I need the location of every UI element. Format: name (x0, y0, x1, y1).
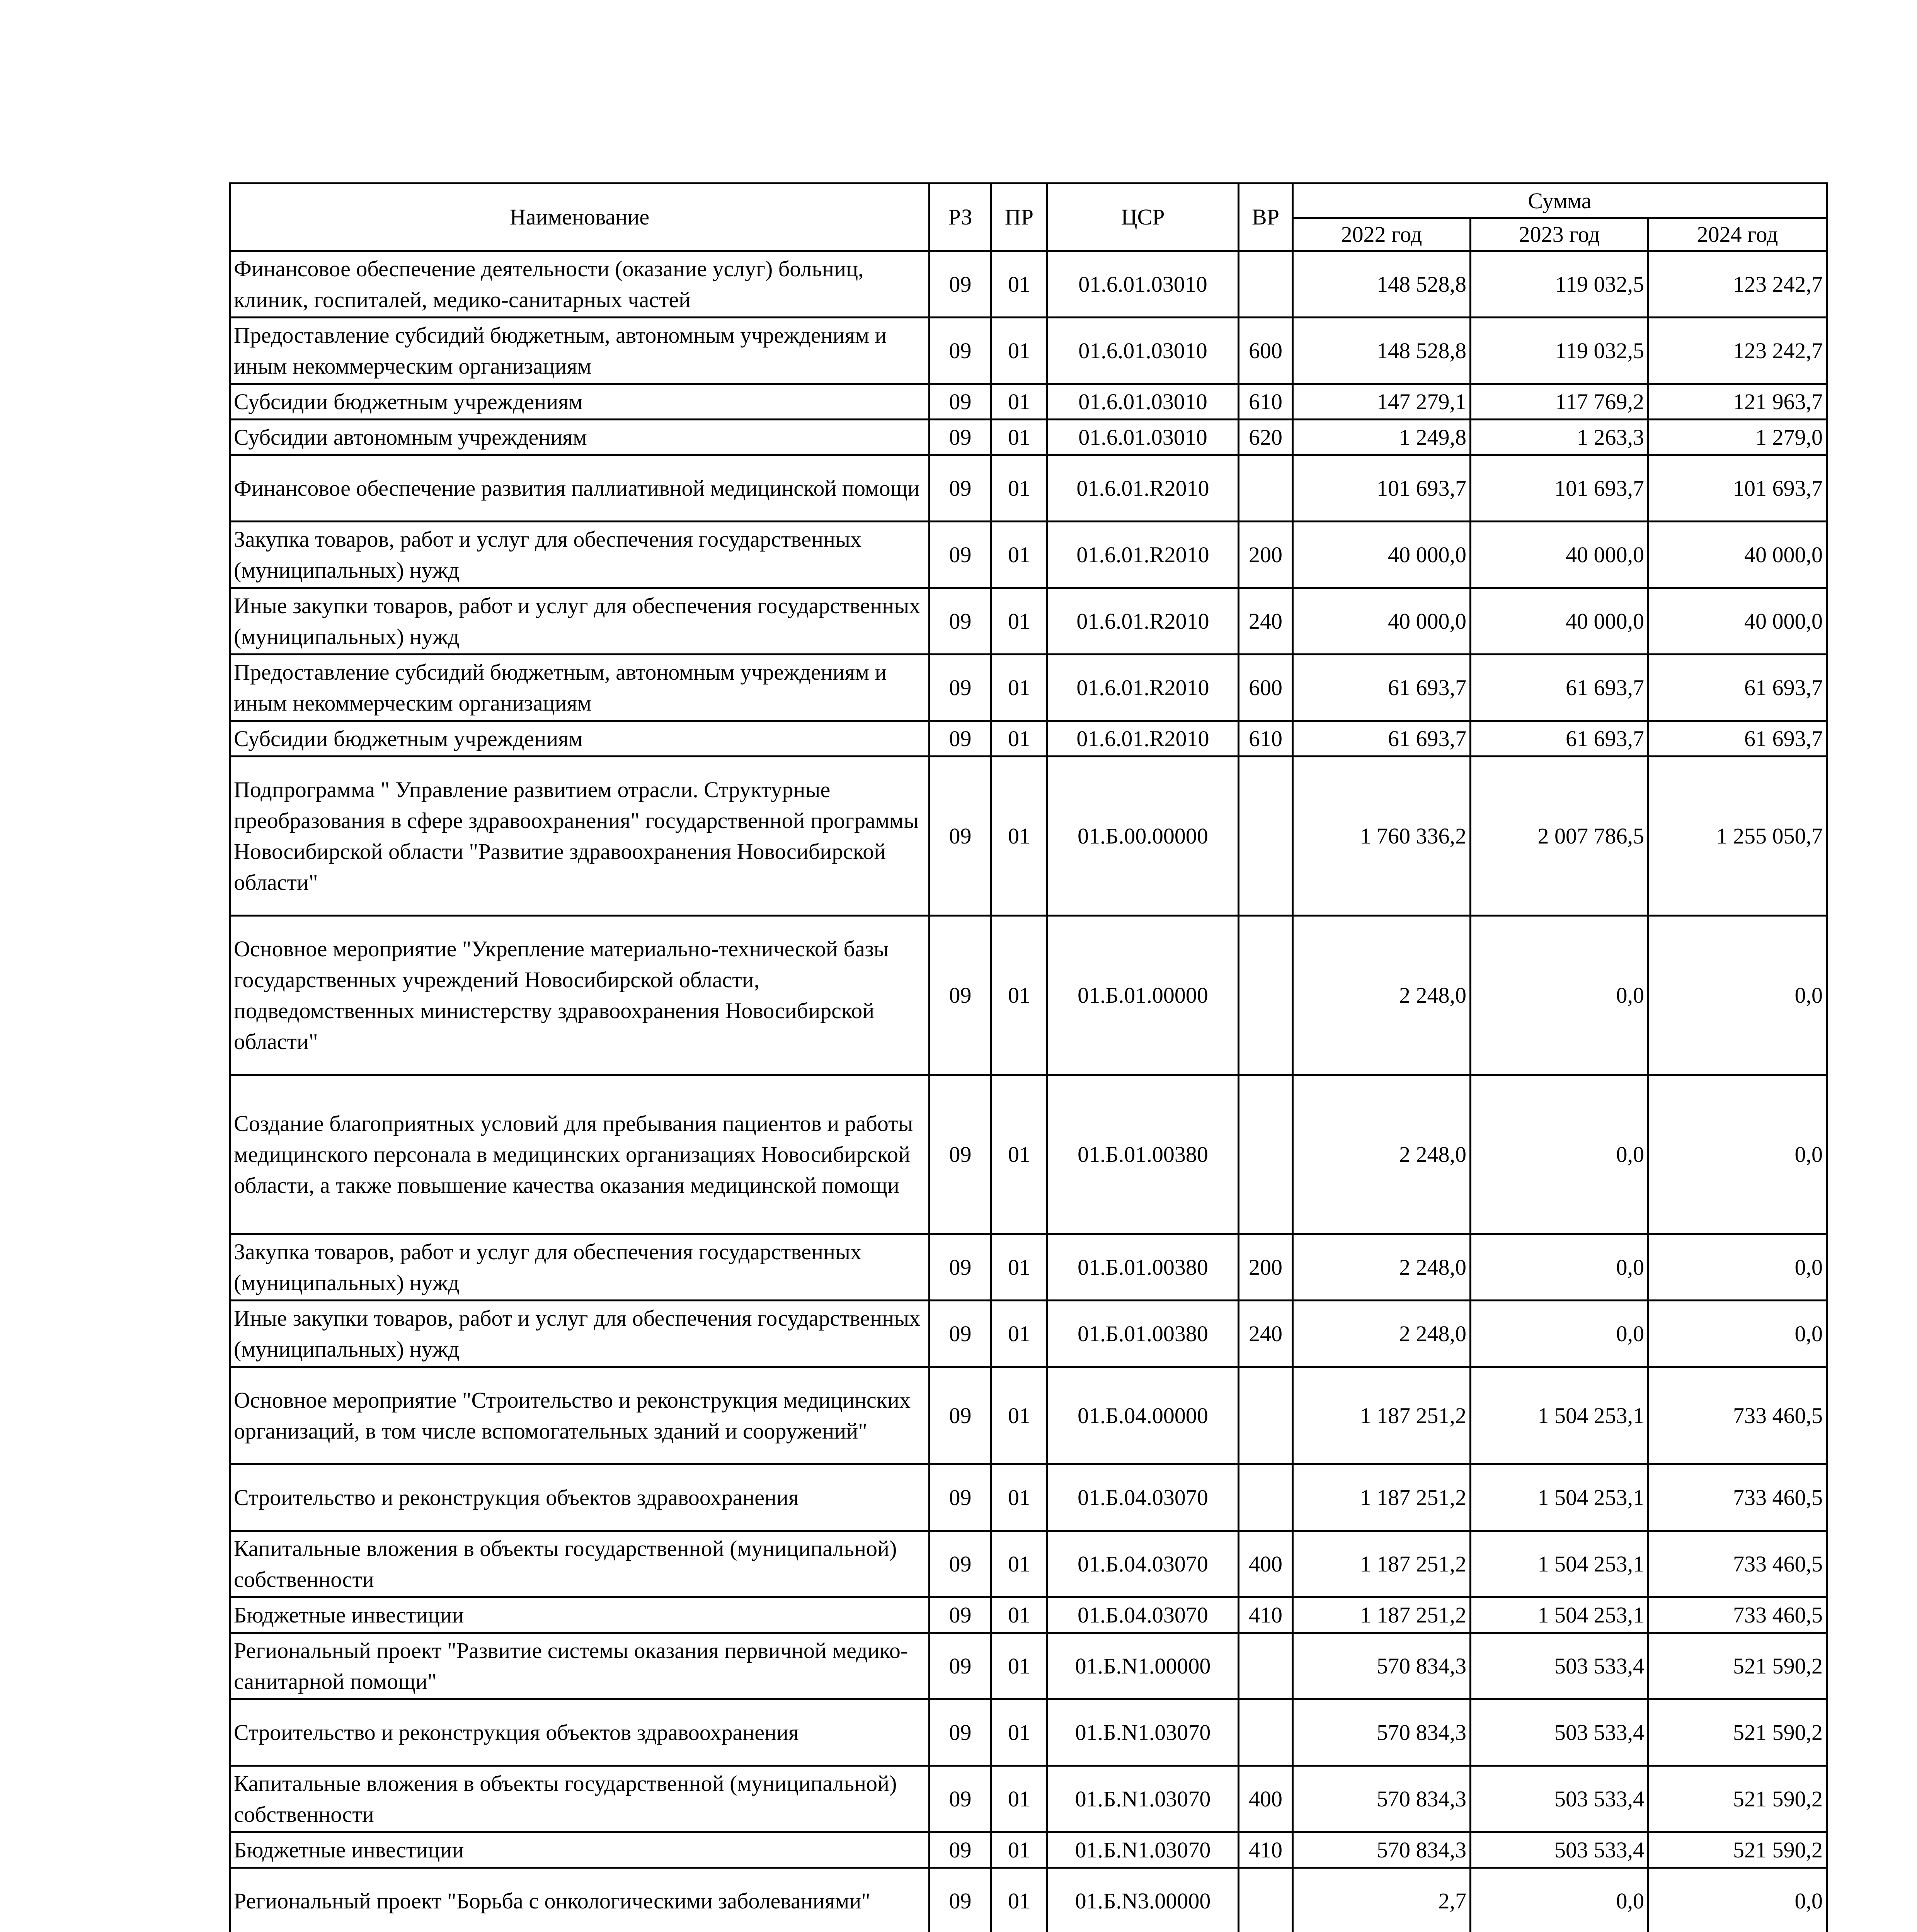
table-row (230, 1531, 1827, 1597)
row-vr: 600 (1239, 318, 1293, 384)
row-rz: 09 (930, 588, 991, 655)
row-sum-2024: 0,0 (1648, 1234, 1827, 1301)
header-vr: ВР (1239, 184, 1293, 251)
row-sum-2024: 40 000,0 (1648, 522, 1827, 588)
row-sum-2024: 733 460,5 (1648, 1464, 1827, 1531)
row-name: Создание благоприятных условий для пребывания пациентов и работы медицинского персонала в медицинских организациях Новосибирской области, а также повышение качества оказания медицинской помощи (230, 1075, 930, 1234)
table-row (230, 588, 1827, 655)
row-rz: 09 (930, 318, 991, 384)
row-pr: 01 (991, 1234, 1047, 1301)
row-sum-2022: 570 834,3 (1293, 1633, 1471, 1699)
row-sum-2023: 119 032,5 (1471, 251, 1648, 318)
table-row (230, 1367, 1827, 1464)
table-row (230, 1633, 1827, 1699)
header-year-2024: 2024 год (1648, 218, 1827, 251)
row-sum-2022: 1 760 336,2 (1293, 757, 1471, 916)
row-pr: 01 (991, 1464, 1047, 1531)
row-rz: 09 (930, 916, 991, 1075)
row-name: Субсидии бюджетным учреждениям (230, 721, 930, 757)
row-pr: 01 (991, 1367, 1047, 1464)
row-sum-2022: 2 248,0 (1293, 1301, 1471, 1367)
row-sum-2024: 121 963,7 (1648, 384, 1827, 420)
row-sum-2022: 40 000,0 (1293, 522, 1471, 588)
row-rz: 09 (930, 1868, 991, 1932)
row-sum-2022: 570 834,3 (1293, 1832, 1471, 1868)
row-sum-2023: 1 263,3 (1471, 420, 1648, 455)
row-sum-2024: 1 255 050,7 (1648, 757, 1827, 916)
row-sum-2022: 1 187 251,2 (1293, 1531, 1471, 1597)
row-sum-2023: 2 007 786,5 (1471, 757, 1648, 916)
row-vr: 610 (1239, 721, 1293, 757)
row-vr (1239, 1699, 1293, 1766)
row-sum-2024: 123 242,7 (1648, 251, 1827, 318)
row-vr: 240 (1239, 588, 1293, 655)
row-vr (1239, 455, 1293, 522)
row-name: Строительство и реконструкция объектов здравоохранения (230, 1699, 930, 1766)
row-rz: 09 (930, 251, 991, 318)
row-name: Капитальные вложения в объекты государственной (муниципальной) собственности (230, 1766, 930, 1832)
row-csr: 01.6.01.03010 (1047, 251, 1239, 318)
row-sum-2023: 0,0 (1471, 1301, 1648, 1367)
row-sum-2023: 61 693,7 (1471, 721, 1648, 757)
row-sum-2023: 101 693,7 (1471, 455, 1648, 522)
row-pr: 01 (991, 522, 1047, 588)
table-row (230, 1766, 1827, 1832)
row-csr: 01.6.01.R2010 (1047, 522, 1239, 588)
row-name: Бюджетные инвестиции (230, 1832, 930, 1868)
row-sum-2024: 733 460,5 (1648, 1597, 1827, 1633)
row-vr: 620 (1239, 420, 1293, 455)
row-sum-2023: 119 032,5 (1471, 318, 1648, 384)
table-row (230, 655, 1827, 721)
table-row (230, 1597, 1827, 1633)
row-name: Региональный проект "Борьба с онкологическими заболеваниями" (230, 1868, 930, 1932)
row-sum-2022: 61 693,7 (1293, 655, 1471, 721)
table-row (230, 1075, 1827, 1234)
header-name: Наименование (230, 184, 930, 251)
row-csr: 01.6.01.R2010 (1047, 455, 1239, 522)
row-sum-2024: 123 242,7 (1648, 318, 1827, 384)
row-csr: 01.Б.04.00000 (1047, 1367, 1239, 1464)
row-csr: 01.Б.01.00000 (1047, 916, 1239, 1075)
row-rz: 09 (930, 721, 991, 757)
row-name: Основное мероприятие "Строительство и реконструкция медицинских организаций, в том числе вспомогательных зданий и сооружений" (230, 1367, 930, 1464)
row-rz: 09 (930, 1766, 991, 1832)
row-sum-2022: 2 248,0 (1293, 916, 1471, 1075)
row-vr: 610 (1239, 384, 1293, 420)
row-pr: 01 (991, 384, 1047, 420)
row-pr: 01 (991, 420, 1047, 455)
row-sum-2024: 101 693,7 (1648, 455, 1827, 522)
row-csr: 01.Б.04.03070 (1047, 1464, 1239, 1531)
row-rz: 09 (930, 1699, 991, 1766)
header-csr: ЦСР (1047, 184, 1239, 251)
row-pr: 01 (991, 1597, 1047, 1633)
row-pr: 01 (991, 1832, 1047, 1868)
row-name: Субсидии бюджетным учреждениям (230, 384, 930, 420)
row-pr: 01 (991, 721, 1047, 757)
row-csr: 01.Б.00.00000 (1047, 757, 1239, 916)
row-pr: 01 (991, 916, 1047, 1075)
row-sum-2022: 570 834,3 (1293, 1699, 1471, 1766)
row-name: Предоставление субсидий бюджетным, автономным учреждениям и иным некоммерческим организациям (230, 318, 930, 384)
row-csr: 01.Б.01.00380 (1047, 1301, 1239, 1367)
row-sum-2022: 61 693,7 (1293, 721, 1471, 757)
row-sum-2023: 0,0 (1471, 1868, 1648, 1932)
row-pr: 01 (991, 1633, 1047, 1699)
row-rz: 09 (930, 522, 991, 588)
row-sum-2022: 1 249,8 (1293, 420, 1471, 455)
budget-table (229, 182, 1828, 1932)
row-rz: 09 (930, 420, 991, 455)
row-pr: 01 (991, 251, 1047, 318)
row-csr: 01.6.01.03010 (1047, 318, 1239, 384)
header-sum: Сумма (1293, 184, 1827, 218)
row-sum-2023: 503 533,4 (1471, 1699, 1648, 1766)
row-rz: 09 (930, 455, 991, 522)
row-vr (1239, 916, 1293, 1075)
row-vr: 200 (1239, 1234, 1293, 1301)
row-csr: 01.6.01.03010 (1047, 420, 1239, 455)
table-row (230, 1234, 1827, 1301)
row-pr: 01 (991, 318, 1047, 384)
row-sum-2022: 147 279,1 (1293, 384, 1471, 420)
table-row (230, 522, 1827, 588)
table-row (230, 455, 1827, 522)
table-row (230, 1464, 1827, 1531)
row-rz: 09 (930, 1531, 991, 1597)
table-row (230, 1868, 1827, 1932)
row-sum-2023: 0,0 (1471, 916, 1648, 1075)
row-vr (1239, 251, 1293, 318)
row-sum-2023: 0,0 (1471, 1234, 1648, 1301)
row-vr (1239, 1367, 1293, 1464)
row-vr: 240 (1239, 1301, 1293, 1367)
table-row (230, 916, 1827, 1075)
row-rz: 09 (930, 655, 991, 721)
row-sum-2023: 1 504 253,1 (1471, 1531, 1648, 1597)
row-sum-2024: 0,0 (1648, 1868, 1827, 1932)
row-name: Закупка товаров, работ и услуг для обеспечения государственных (муниципальных) нужд (230, 1234, 930, 1301)
row-sum-2023: 40 000,0 (1471, 522, 1648, 588)
table-row (230, 757, 1827, 916)
row-sum-2024: 61 693,7 (1648, 721, 1827, 757)
row-vr (1239, 1464, 1293, 1531)
row-vr (1239, 757, 1293, 916)
row-sum-2024: 40 000,0 (1648, 588, 1827, 655)
row-vr: 400 (1239, 1531, 1293, 1597)
row-rz: 09 (930, 1597, 991, 1633)
row-rz: 09 (930, 757, 991, 916)
row-sum-2024: 0,0 (1648, 1075, 1827, 1234)
row-rz: 09 (930, 1075, 991, 1234)
row-rz: 09 (930, 1633, 991, 1699)
row-pr: 01 (991, 757, 1047, 916)
row-pr: 01 (991, 1868, 1047, 1932)
row-name: Финансовое обеспечение деятельности (оказание услуг) больниц, клиник, госпиталей, медико-санитарных частей (230, 251, 930, 318)
row-sum-2023: 117 769,2 (1471, 384, 1648, 420)
row-pr: 01 (991, 655, 1047, 721)
row-sum-2023: 503 533,4 (1471, 1832, 1648, 1868)
row-vr: 200 (1239, 522, 1293, 588)
row-pr: 01 (991, 1766, 1047, 1832)
row-rz: 09 (930, 384, 991, 420)
table-row (230, 1301, 1827, 1367)
table-row (230, 721, 1827, 757)
row-name: Подпрограмма " Управление развитием отрасли. Структурные преобразования в сфере здравоохранения" государственной программы Новосибирской области "Развитие здравоохранения Новосибирской области" (230, 757, 930, 916)
row-rz: 09 (930, 1832, 991, 1868)
row-sum-2024: 1 279,0 (1648, 420, 1827, 455)
row-csr: 01.Б.01.00380 (1047, 1075, 1239, 1234)
row-sum-2024: 0,0 (1648, 916, 1827, 1075)
row-vr (1239, 1075, 1293, 1234)
row-sum-2022: 148 528,8 (1293, 318, 1471, 384)
row-vr: 410 (1239, 1597, 1293, 1633)
table-row (230, 318, 1827, 384)
row-rz: 09 (930, 1464, 991, 1531)
row-csr: 01.Б.N1.03070 (1047, 1832, 1239, 1868)
row-csr: 01.Б.04.03070 (1047, 1531, 1239, 1597)
row-csr: 01.6.01.R2010 (1047, 588, 1239, 655)
row-pr: 01 (991, 1531, 1047, 1597)
header-year-2023: 2023 год (1471, 218, 1648, 251)
row-sum-2023: 503 533,4 (1471, 1766, 1648, 1832)
row-csr: 01.Б.01.00380 (1047, 1234, 1239, 1301)
row-sum-2023: 61 693,7 (1471, 655, 1648, 721)
row-pr: 01 (991, 455, 1047, 522)
row-csr: 01.6.01.R2010 (1047, 655, 1239, 721)
row-rz: 09 (930, 1301, 991, 1367)
row-sum-2024: 61 693,7 (1648, 655, 1827, 721)
row-sum-2023: 1 504 253,1 (1471, 1464, 1648, 1531)
row-csr: 01.Б.N1.03070 (1047, 1766, 1239, 1832)
row-sum-2024: 521 590,2 (1648, 1633, 1827, 1699)
row-name: Капитальные вложения в объекты государственной (муниципальной) собственности (230, 1531, 930, 1597)
row-name: Иные закупки товаров, работ и услуг для обеспечения государственных (муниципальных) нужд (230, 588, 930, 655)
row-vr: 410 (1239, 1832, 1293, 1868)
row-sum-2024: 521 590,2 (1648, 1766, 1827, 1832)
row-vr: 600 (1239, 655, 1293, 721)
row-name: Региональный проект "Развитие системы оказания первичной медико-санитарной помощи" (230, 1633, 930, 1699)
row-csr: 01.Б.N1.03070 (1047, 1699, 1239, 1766)
row-csr: 01.Б.04.03070 (1047, 1597, 1239, 1633)
table-row (230, 251, 1827, 318)
row-sum-2023: 40 000,0 (1471, 588, 1648, 655)
row-rz: 09 (930, 1234, 991, 1301)
row-sum-2024: 733 460,5 (1648, 1367, 1827, 1464)
row-name: Иные закупки товаров, работ и услуг для обеспечения государственных (муниципальных) нужд (230, 1301, 930, 1367)
row-csr: 01.Б.N1.00000 (1047, 1633, 1239, 1699)
row-sum-2022: 2,7 (1293, 1868, 1471, 1932)
table-row (230, 384, 1827, 420)
row-pr: 01 (991, 1301, 1047, 1367)
table-row (230, 1699, 1827, 1766)
row-sum-2022: 101 693,7 (1293, 455, 1471, 522)
row-sum-2024: 521 590,2 (1648, 1832, 1827, 1868)
table-row (230, 1832, 1827, 1868)
row-sum-2023: 1 504 253,1 (1471, 1367, 1648, 1464)
row-sum-2022: 1 187 251,2 (1293, 1597, 1471, 1633)
row-sum-2024: 0,0 (1648, 1301, 1827, 1367)
row-sum-2022: 2 248,0 (1293, 1075, 1471, 1234)
row-sum-2023: 503 533,4 (1471, 1633, 1648, 1699)
row-name: Строительство и реконструкция объектов здравоохранения (230, 1464, 930, 1531)
row-sum-2022: 148 528,8 (1293, 251, 1471, 318)
row-name: Субсидии автономным учреждениям (230, 420, 930, 455)
row-sum-2022: 40 000,0 (1293, 588, 1471, 655)
row-csr: 01.6.01.R2010 (1047, 721, 1239, 757)
row-csr: 01.6.01.03010 (1047, 384, 1239, 420)
row-pr: 01 (991, 1699, 1047, 1766)
row-pr: 01 (991, 588, 1047, 655)
table-row (230, 420, 1827, 455)
row-name: Основное мероприятие "Укрепление материально-технической базы государственных учреждений Новосибирской области, подведомственных министерству здравоохранения Новосибирской области" (230, 916, 930, 1075)
row-sum-2023: 1 504 253,1 (1471, 1597, 1648, 1633)
row-sum-2023: 0,0 (1471, 1075, 1648, 1234)
row-rz: 09 (930, 1367, 991, 1464)
row-sum-2022: 570 834,3 (1293, 1766, 1471, 1832)
row-vr (1239, 1633, 1293, 1699)
row-vr (1239, 1868, 1293, 1932)
row-sum-2022: 1 187 251,2 (1293, 1367, 1471, 1464)
row-csr: 01.Б.N3.00000 (1047, 1868, 1239, 1932)
row-pr: 01 (991, 1075, 1047, 1234)
header-rz: РЗ (930, 184, 991, 251)
row-sum-2024: 521 590,2 (1648, 1699, 1827, 1766)
row-name: Предоставление субсидий бюджетным, автономным учреждениям и иным некоммерческим организациям (230, 655, 930, 721)
table-body (230, 251, 1827, 1932)
row-sum-2022: 2 248,0 (1293, 1234, 1471, 1301)
header-year-2022: 2022 год (1293, 218, 1471, 251)
row-vr: 400 (1239, 1766, 1293, 1832)
table-header (230, 184, 1827, 251)
header-pr: ПР (991, 184, 1047, 251)
row-sum-2024: 733 460,5 (1648, 1531, 1827, 1597)
row-name: Финансовое обеспечение развития паллиативной медицинской помощи (230, 455, 930, 522)
row-name: Закупка товаров, работ и услуг для обеспечения государственных (муниципальных) нужд (230, 522, 930, 588)
row-sum-2022: 1 187 251,2 (1293, 1464, 1471, 1531)
row-name: Бюджетные инвестиции (230, 1597, 930, 1633)
